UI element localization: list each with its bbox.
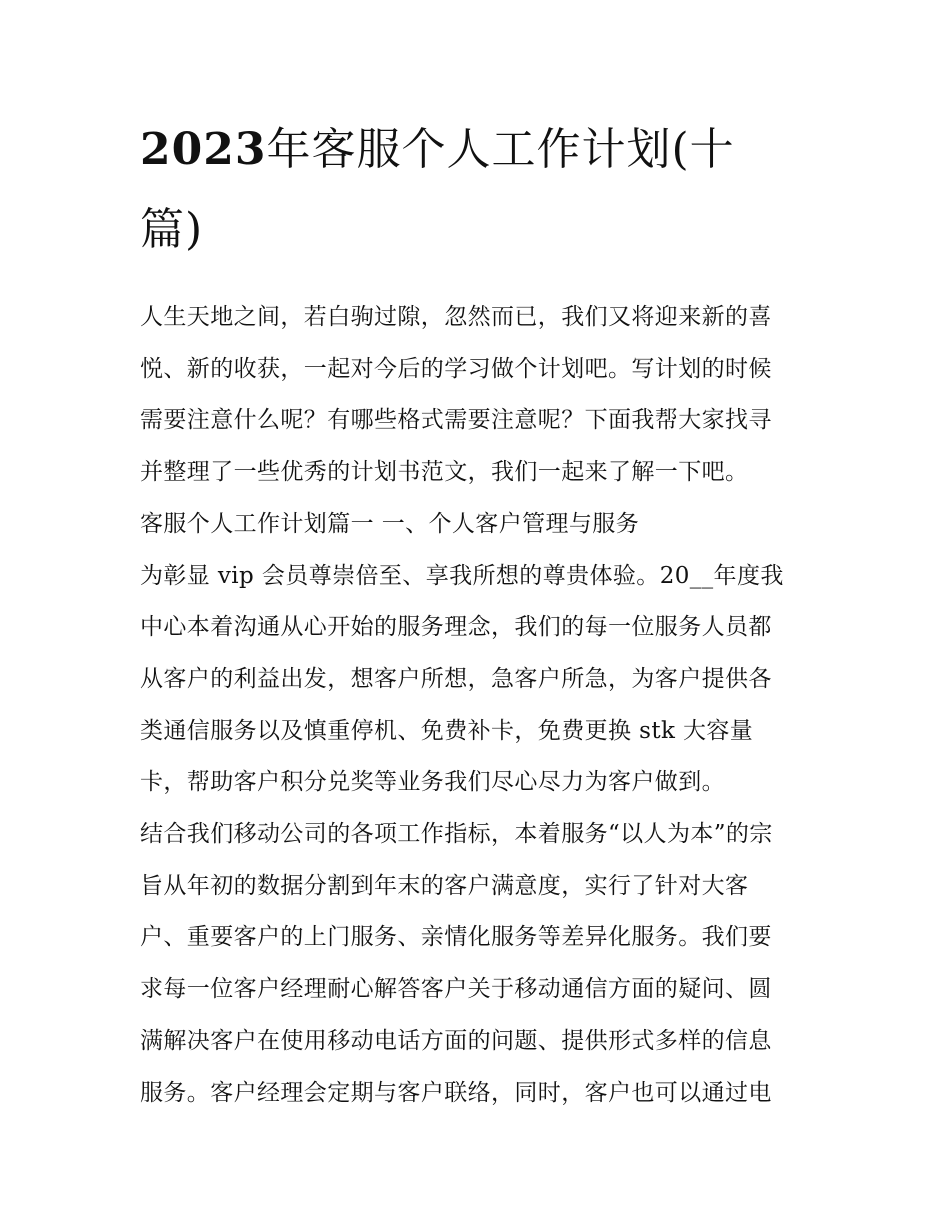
body-line: 户、重要客户的上门服务、亲情化服务等差异化服务。我们要	[140, 924, 772, 951]
body-line: 中心本着沟通从心开始的服务理念，我们的每一位服务人员都	[140, 614, 772, 641]
body-line: 悦、新的收获，一起对今后的学习做个计划吧。写计划的时候	[140, 355, 772, 382]
section-heading-line: 客服个人工作计划篇一 一、个人客户管理与服务	[140, 510, 640, 537]
body-line: 人生天地之间，若白驹过隙，忽然而已，我们又将迎来新的喜	[140, 304, 772, 330]
title-line-1	[140, 110, 820, 190]
document-title	[140, 110, 820, 270]
body-line: 求每一位客户经理耐心解答客户关于移动通信方面的疑问、圆	[140, 976, 772, 1003]
body-line: 旨从年初的数据分割到年末的客户满意度，实行了针对大客	[140, 872, 749, 899]
body-line: 类通信服务以及慎重停机、免费补卡，免费更换 stk 大容量	[140, 717, 754, 744]
body-line: 需要注意什么呢？有哪些格式需要注意呢？下面我帮大家找寻	[140, 407, 772, 434]
body-line: 卡，帮助客户积分兑奖等业务我们尽心尽力为客户做到。	[140, 769, 725, 796]
body-line: 为彰显 vip 会员尊崇倍至、享我所想的尊贵体验。20__年度我	[140, 562, 784, 589]
body-line: 从客户的利益出发，想客户所想，急客户所急，为客户提供各	[140, 665, 772, 692]
body-line: 结合我们移动公司的各项工作指标，本着服务“以人为本”的宗	[140, 821, 773, 848]
body-line: 满解决客户在使用移动电话方面的问题、提供形式多样的信息	[140, 1027, 772, 1054]
document-body	[140, 292, 820, 1119]
document-page	[140, 110, 820, 1119]
body-line: 服务。客户经理会定期与客户联络，同时，客户也可以通过电	[140, 1079, 772, 1106]
title-text: 年客服个人工作计划(十	[266, 124, 735, 175]
title-year: 2023	[140, 124, 267, 175]
body-line: 并整理了一些优秀的计划书范文，我们一起来了解一下吧。	[140, 459, 749, 486]
title-line-2: 篇)	[140, 204, 204, 255]
